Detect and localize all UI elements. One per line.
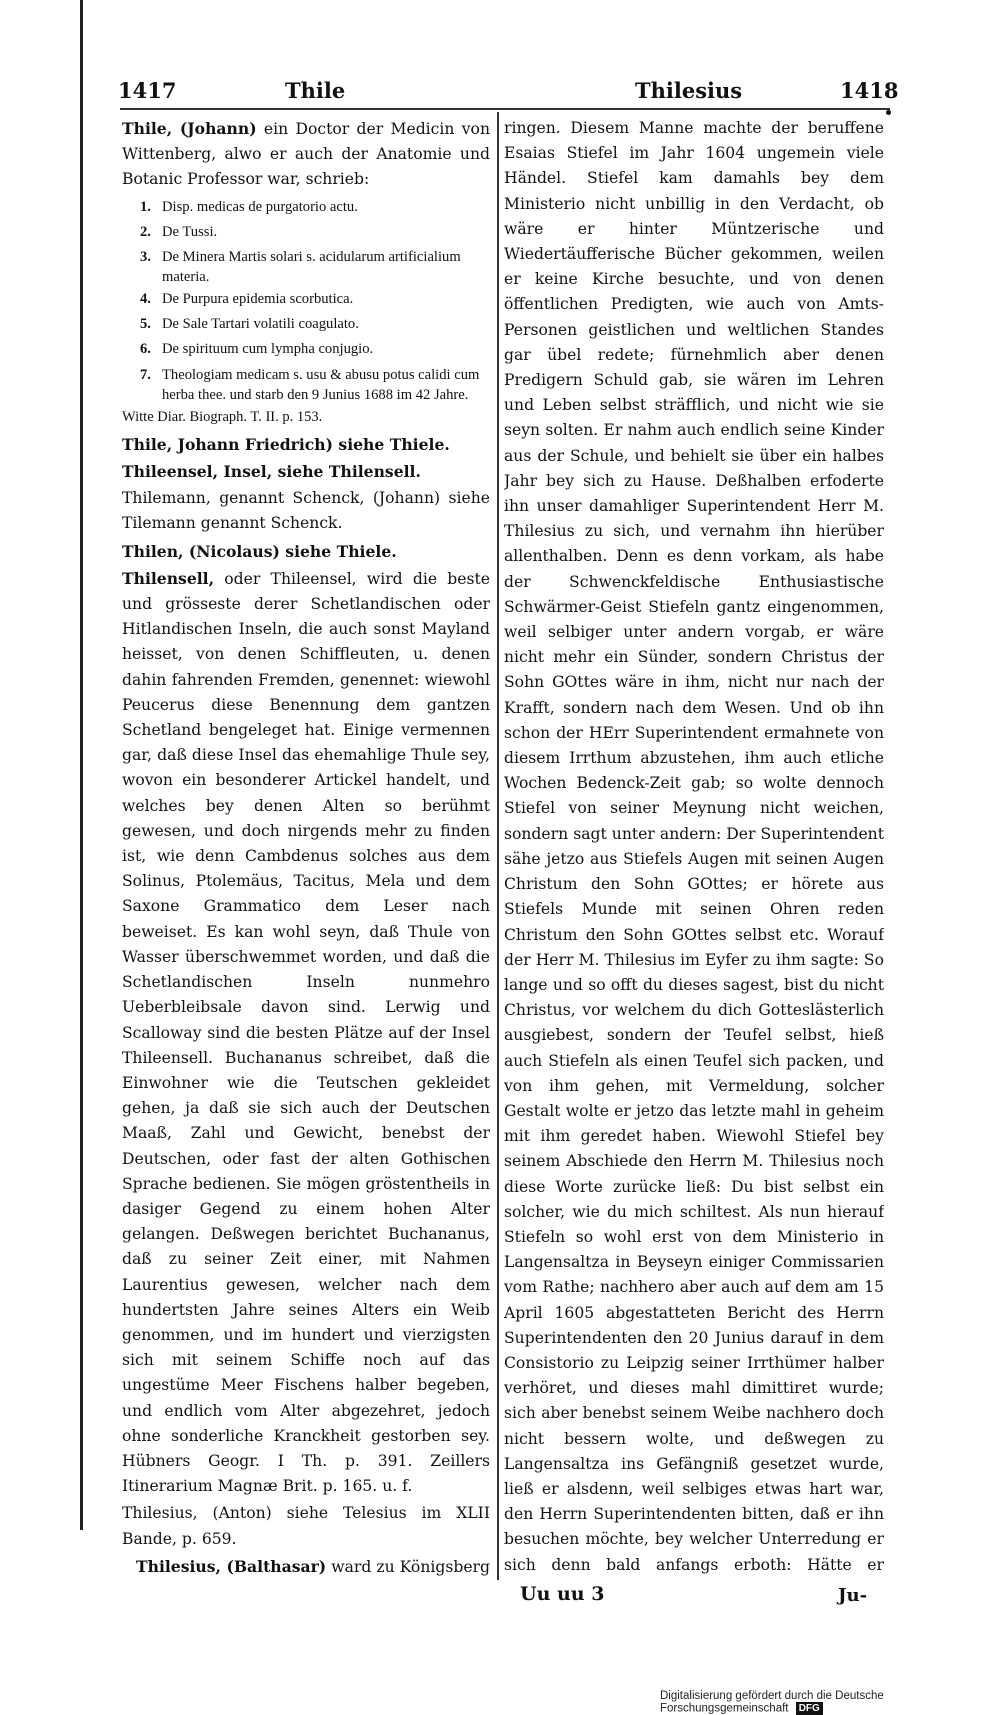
entry-text: ward zu Königsberg — [331, 1557, 490, 1576]
margin-dot — [886, 110, 891, 115]
list-item: 4. De Purpura epidemia scorbutica. — [140, 291, 354, 308]
list-item: 1. Disp. medicas de purgatorio actu. — [140, 198, 358, 215]
list-item: 7. Theologiam medicam s. usu & abusu potus calidi cum herba thee. und starb den 9 Junius 1688 im 42 Jahre. — [140, 366, 480, 403]
list-item: 5. De Sale Tartari volatili coagulato. — [140, 316, 359, 333]
entry-headword: Thilesius, (Balthasar) — [136, 1556, 327, 1576]
entry-thile-johann-friedrich: Thile, Johann Friedrich) siehe Thiele. — [122, 434, 450, 454]
entry-thilen: Thilen, (Nicolaus) siehe Thiele. — [122, 541, 397, 561]
entry-text: oder Thileensel, wird die beste und grösseste derer Schetlandischen oder Hitlandischen Inseln, die auch sonst Mayland heisset, von denen Schiffleuten, u. denen dahin fahrenden Fremden, genennet: wiewohl Peucerus diese Benennung dem gantzen Schetland bengeleget hat. Einige vermennen gar, daß diese Insel das ehemahlige Thule sey, wovon ein besonderer Artickel handelt, und welches bey denen Alten so berühmt gewesen, und doch nirgends mehr zu finden ist, wie denn Cambdenus solches aus dem Solinus, Ptolemäus, Tacitus, Mela und dem Saxone Grammatico dem Leser nach beweiset. Es kan wohl seyn, daß Thule von Wasser überschwemmet worden, und daß die Schetlandischen Inseln nunmehro Ueberbleibsale davon sind. Lerwig und Scalloway sind die besten Plätze auf der Insel Thileensell. Buchananus schreibet, daß die Einwohner wie die Teutschen gekleidet gehen, ja daß sie sich auch der Deutschen Maaß, Zahl und Gewicht, benebst der Deutschen, oder fast der alten Gothischen Sprache bedienen. Sie mögen gröstentheils in dasiger Gegend zu einem hohen Alter gelangen. Deßwegen berichtet Buchananus, daß zu seiner Zeit einer, mit Nahmen Laurentius gewesen, welcher nach dem hundertsten Jahre seines Alters ein Weib genommen, und im hundert und vierzigsten sich mit seinem Schiffe noch auf das ungestüme Meer Fischens halber begeben, und endlich vom Alter abgezehret, jedoch ohne sonderliche Kranckheit gestorben sey. Hübners Geogr. I Th. p. 391. Zeillers Itinerarium Magnæ Brit. p. 165. u. f. — [122, 569, 490, 1496]
entry-thilemann: Thilemann, genannt Schenck, (Johann) siehe Tilemann genannt Schenck. — [122, 489, 490, 533]
right-column — [504, 116, 884, 1580]
page-number-left: 1417 — [118, 78, 177, 103]
list-item: 6. De spirituum cum lympha conjugio. — [140, 341, 374, 358]
page-number-right: 1418 — [840, 78, 899, 103]
catchword: Ju- — [838, 1585, 868, 1606]
footer-text: Digitalisierung gefördert durch die Deutsche Forschungsgemeinschaft — [660, 1690, 884, 1715]
list-item: 2. De Tussi. — [140, 223, 218, 240]
entry-thilesius-anton: Thilesius, (Anton) siehe Telesius im XLII Bande, p. 659. — [122, 1504, 490, 1548]
dfg-logo-icon: DFG — [796, 1702, 823, 1715]
running-title-right: Thilesius — [635, 78, 743, 103]
entry-headword: Thile, (Johann) — [122, 119, 257, 138]
column-divider — [497, 112, 499, 1580]
digitization-footer — [660, 1690, 990, 1715]
binding-shadow-line — [80, 0, 83, 1530]
header-rule — [120, 108, 890, 110]
reference-line: Witte Diar. Biograph. T. II. p. 153. — [122, 408, 323, 425]
entry-text: ein Doctor der Medicin von Wittenberg, alwo er auch der Anatomie und Botanic Professor war, schrieb: — [122, 120, 490, 189]
entry-thilesius-balthasar — [122, 1554, 490, 1580]
entry-thile-johann — [122, 116, 490, 193]
running-title-left: Thile — [285, 78, 346, 103]
signature-mark: Uu uu 3 — [520, 1583, 605, 1605]
left-column — [122, 116, 490, 1580]
entry-continuation: ringen. Diesem Manne machte der beruffene Esaias Stiefel im Jahr 1604 ungemein viele Händel. Stiefel kam damahls bey dem Ministerio nicht unbillig in den Verdacht, ob wäre er hinter Müntzerische und Wiedertäufferische Bücher gekommen, weilen er keine Kirche besuchte, und von denen öffentlichen Predigten, wie auch von Amts-Personen geistlichen und weltlichen Standes gar übel redete; fürnehmlich aber denen Predigern Schuld gab, sie wären im Lehren und Leben selbst sträfflich, und nicht wie sie seyn solten. Er nahm auch endlich seine Kinder aus der Schule, und behielt sie über ein halbes Jahr bey sich zu Hause. Deßhalben erfoderte ihn unser damahliger Superintendent Herr M. Thilesius zu sich, und vernahm ihn hierüber allenthalben. Denn es denn vorkam, als habe der Schwenckfeldische Enthusiastische Schwärmer-Geist Stiefeln gantz eingenommen, weil selbiger unter andern vorgab, er wäre nicht mehr ein Sünder, sondern Christus der Sohn GOttes wäre in ihm, nicht nur nach der Krafft, sondern nach dem Wesen. Und ob ihn schon der HErr Superintendent ermahnete von diesem Irrthum abzustehen, ihm auch etliche Wochen Bedenck-Zeit gab; so wolte dennoch Stiefel von seiner Meynung nicht weichen, sondern sagt unter andern: Der Superintendent sähe jetzo aus Stiefels Augen mit seinen Augen Christum den Sohn GOttes; er hörete aus Stiefels Munde mit seinen Ohren reden Christum den Sohn GOttes selbst etc. Worauf der Herr M. Thilesius im Eyfer zu ihm sagte: So lange und so offt du dieses sagest, bist du nicht Christus, vor welchem du dich Gotteslästerlich ausgiebest, sondern der Teufel selbst, hieß auch Stiefeln als einen Teufel sich packen, und von ihm gehen, mit Vermeldung, solcher Gestalt wolte er jetzo das letzte mahl in geheim mit ihm geredet haben. Wiewohl Stiefel bey seinem Abschiede den Herrn M. Thilesius noch diese Worte zurücke ließ: Du bist selbst ein solcher, wie du mich schiltest. Als nun hierauf Stiefeln so wohl erst von dem Ministerio in Langensaltza in Beyseyn einiger Commissarien vom Rathe; nachhero aber auch auf dem am 15 April 1605 abgestatteten Bericht des Herrn Superintendenten den 20 Junius darauf in dem Consistorio zu Leipzig seiner Irrthümer halber verhöret, und dieses mahl dimittiret wurde; sich aber benebst seinem Weibe nachhero doch nicht bessern wolte, und deßwegen zu Langensaltza ins Gefängniß gesetzet wurde, ließ er alsdenn, weil selbiges etwas hart war, den Herrn Superintendenten bitten, daß er ihn besuchen möchte, bey welcher Unterredung er sich denn bald anfangs erboth: Hätte er — [504, 119, 884, 1574]
entry-thilensell — [122, 566, 490, 1500]
list-item: 3. De Minera Martis solari s. acidularum artificialium materia. — [140, 249, 461, 286]
entry-headword: Thilensell, — [122, 568, 215, 588]
works-list — [122, 195, 490, 405]
entry-thileensel: Thileensel, Insel, siehe Thilensell. — [122, 462, 421, 482]
